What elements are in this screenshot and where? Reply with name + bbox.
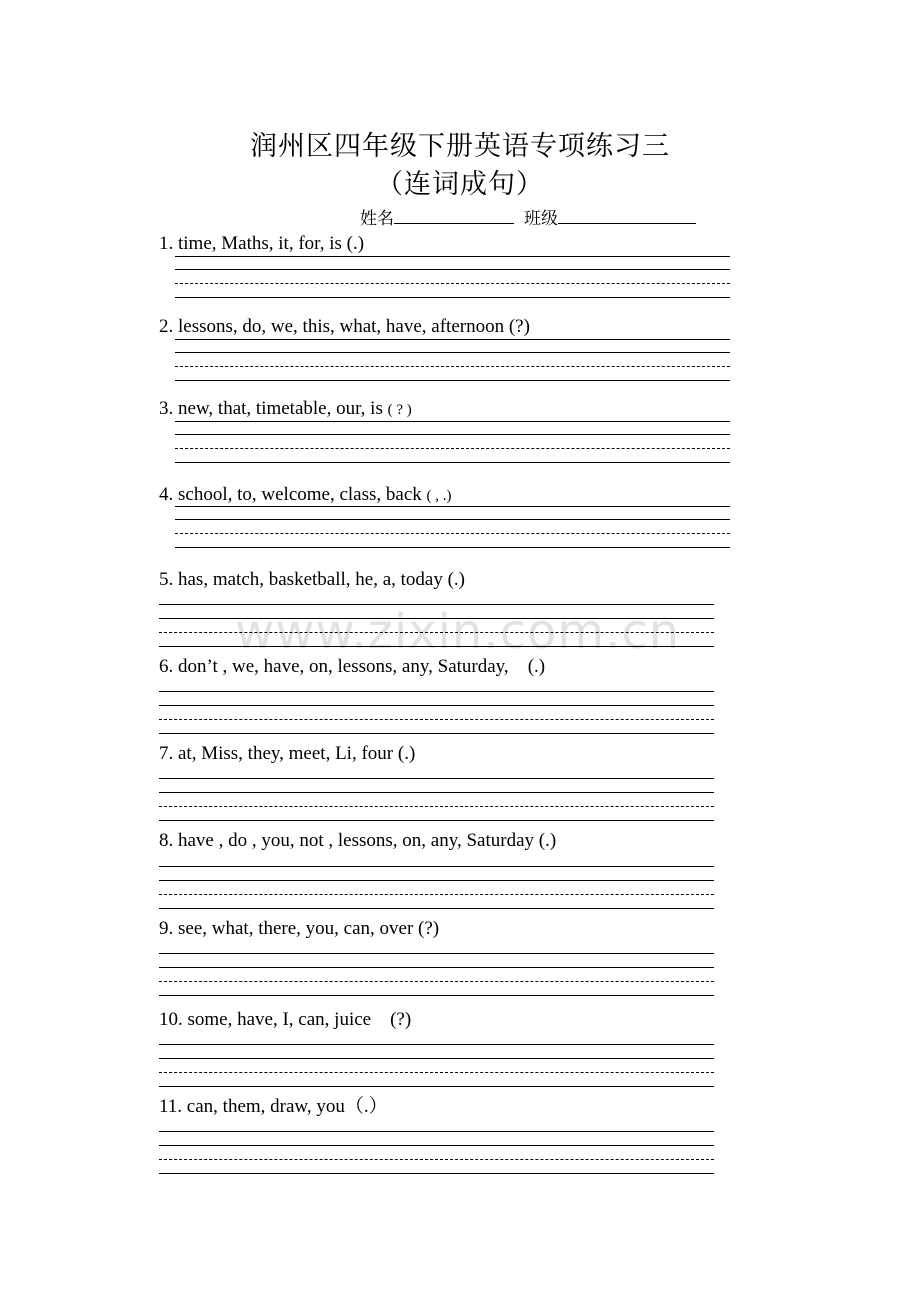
answer-line[interactable] bbox=[175, 352, 730, 353]
question-words: new, that, timetable, our, is bbox=[178, 398, 383, 419]
question-number: 8. bbox=[159, 830, 174, 851]
question-punct: ( , .) bbox=[426, 488, 452, 504]
question-number: 3. bbox=[159, 398, 174, 419]
question-punct: (?) bbox=[418, 918, 440, 939]
question-punct: ( ? ) bbox=[387, 402, 412, 418]
answer-line[interactable] bbox=[159, 820, 714, 821]
answer-line[interactable] bbox=[175, 339, 730, 340]
question-number: 9. bbox=[159, 918, 174, 939]
question-words: some, have, I, can, juice bbox=[187, 1009, 372, 1030]
question-words: time, Maths, it, for, is bbox=[178, 233, 342, 254]
name-blank[interactable] bbox=[394, 207, 514, 224]
answer-line[interactable] bbox=[159, 618, 714, 619]
answer-guide-dashed bbox=[159, 981, 714, 982]
student-info-line bbox=[360, 204, 696, 229]
answer-line[interactable] bbox=[159, 646, 714, 647]
question-7 bbox=[159, 742, 415, 766]
answer-guide-dashed bbox=[175, 283, 730, 284]
answer-line[interactable] bbox=[175, 519, 730, 520]
answer-line[interactable] bbox=[159, 705, 714, 706]
question-number: 11. bbox=[159, 1096, 183, 1117]
answer-guide-dashed bbox=[175, 533, 730, 534]
answer-line[interactable] bbox=[175, 297, 730, 298]
worksheet-title: 润州区四年级下册英语专项练习三 bbox=[250, 131, 670, 162]
question-1 bbox=[159, 232, 364, 256]
answer-guide-dashed bbox=[175, 448, 730, 449]
answer-line[interactable] bbox=[175, 380, 730, 381]
question-words: have , do , you, not , lessons, on, any, Saturday bbox=[178, 830, 535, 851]
question-number: 5. bbox=[159, 569, 174, 590]
question-words: see, what, there, you, can, over bbox=[178, 918, 414, 939]
answer-line[interactable] bbox=[159, 995, 714, 996]
answer-line[interactable] bbox=[159, 908, 714, 909]
answer-line[interactable] bbox=[159, 1145, 714, 1146]
name-label: 姓名 bbox=[360, 209, 394, 228]
question-punct: (?) bbox=[390, 1009, 412, 1030]
question-words: has, match, basketball, he, a, today bbox=[178, 569, 443, 590]
answer-guide-dashed bbox=[159, 1072, 714, 1073]
answer-guide-dashed bbox=[175, 366, 730, 367]
answer-line[interactable] bbox=[175, 434, 730, 435]
answer-line[interactable] bbox=[175, 269, 730, 270]
question-4 bbox=[159, 483, 452, 508]
question-punct: (.) bbox=[447, 569, 466, 590]
answer-line[interactable] bbox=[159, 792, 714, 793]
answer-line[interactable] bbox=[159, 1058, 714, 1059]
question-3 bbox=[159, 397, 412, 422]
answer-line[interactable] bbox=[175, 421, 730, 422]
worksheet-subtitle: （连词成句） bbox=[376, 169, 544, 200]
question-words: school, to, welcome, class, back bbox=[178, 484, 422, 505]
question-number: 10. bbox=[159, 1009, 183, 1030]
question-words: at, Miss, they, meet, Li, four bbox=[178, 743, 394, 764]
answer-line[interactable] bbox=[159, 1173, 714, 1174]
question-5 bbox=[159, 568, 465, 592]
class-label: 班级 bbox=[524, 209, 558, 228]
class-blank[interactable] bbox=[558, 207, 696, 224]
question-11 bbox=[159, 1095, 388, 1119]
question-2 bbox=[159, 315, 530, 339]
question-punct: (.) bbox=[527, 656, 546, 677]
question-punct: (.) bbox=[346, 233, 365, 254]
answer-line[interactable] bbox=[175, 547, 730, 548]
question-6 bbox=[159, 655, 545, 679]
answer-line[interactable] bbox=[159, 967, 714, 968]
question-punct: (?) bbox=[508, 316, 530, 337]
question-number: 2. bbox=[159, 316, 174, 337]
answer-line[interactable] bbox=[159, 953, 714, 954]
question-number: 1. bbox=[159, 233, 174, 254]
answer-line[interactable] bbox=[159, 1044, 714, 1045]
question-9 bbox=[159, 917, 439, 941]
answer-guide-dashed bbox=[159, 632, 714, 633]
question-number: 7. bbox=[159, 743, 174, 764]
answer-line[interactable] bbox=[175, 256, 730, 257]
answer-guide-dashed bbox=[159, 806, 714, 807]
question-punct: (.) bbox=[397, 743, 416, 764]
answer-line[interactable] bbox=[175, 462, 730, 463]
answer-line[interactable] bbox=[159, 866, 714, 867]
question-number: 6. bbox=[159, 656, 174, 677]
question-number: 4. bbox=[159, 484, 174, 505]
answer-line[interactable] bbox=[159, 778, 714, 779]
question-words: can, them, draw, you bbox=[186, 1096, 345, 1117]
question-words: don’t , we, have, on, lessons, any, Saturday, bbox=[178, 656, 509, 677]
answer-guide-dashed bbox=[159, 719, 714, 720]
answer-line[interactable] bbox=[159, 604, 714, 605]
answer-line[interactable] bbox=[159, 1086, 714, 1087]
answer-guide-dashed bbox=[159, 894, 714, 895]
answer-line[interactable] bbox=[159, 1131, 714, 1132]
watermark: www.zixin.com.cn bbox=[235, 604, 681, 660]
question-words: lessons, do, we, this, what, have, afternoon bbox=[178, 316, 505, 337]
question-punct: (.) bbox=[538, 830, 557, 851]
question-punct: （.） bbox=[344, 1096, 388, 1117]
question-10 bbox=[159, 1008, 411, 1032]
answer-line[interactable] bbox=[159, 733, 714, 734]
answer-guide-dashed bbox=[159, 1159, 714, 1160]
answer-line[interactable] bbox=[175, 506, 730, 507]
answer-line[interactable] bbox=[159, 691, 714, 692]
question-8 bbox=[159, 829, 556, 853]
answer-line[interactable] bbox=[159, 880, 714, 881]
